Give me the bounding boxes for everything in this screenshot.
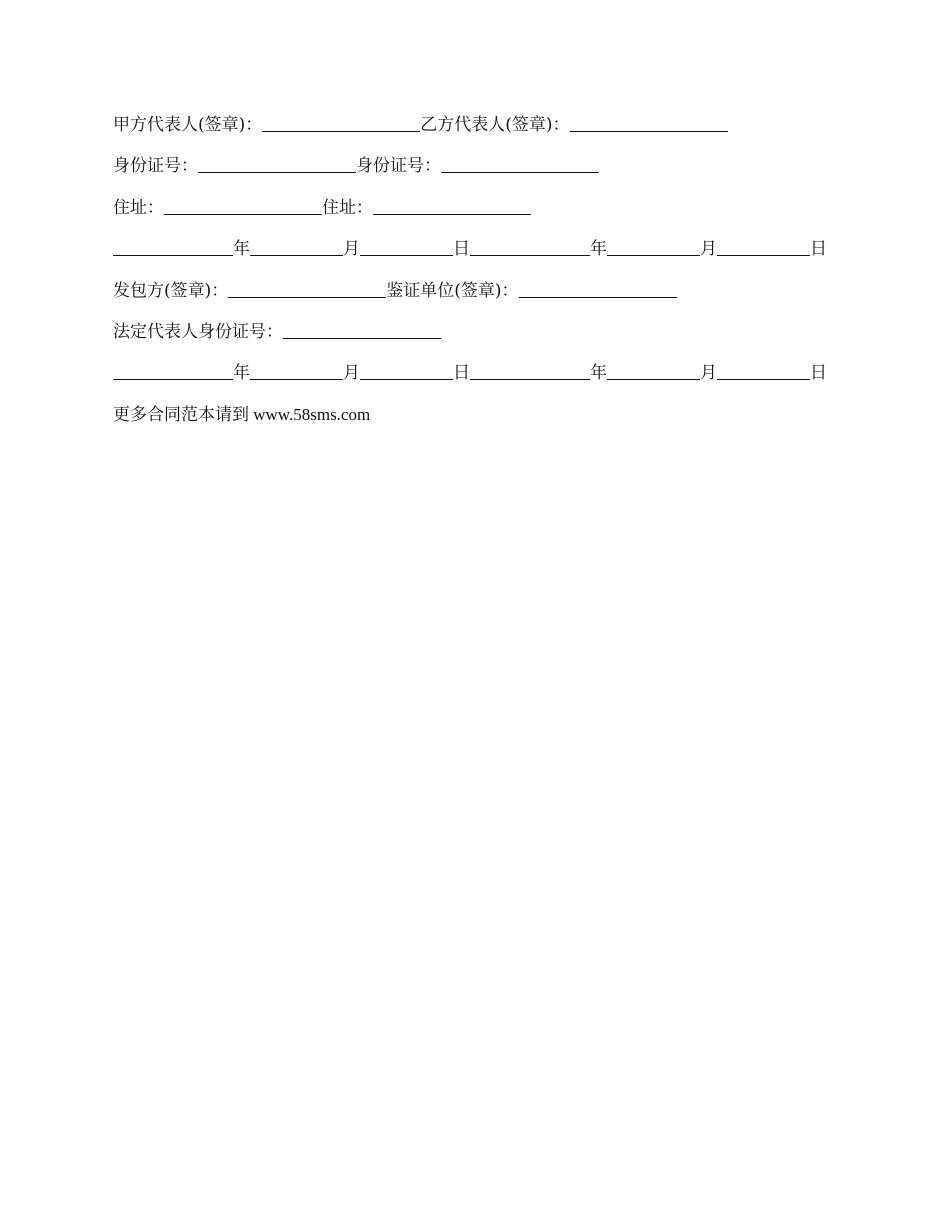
legal-representative-id-blank <box>283 318 441 339</box>
day-blank <box>717 235 810 256</box>
id-number-label-a: 身份证号： <box>113 156 198 177</box>
address-blank-b <box>373 194 531 215</box>
date-line-1 <box>113 235 853 276</box>
contractor-label: 发包方(签章)： <box>113 280 229 301</box>
legal-representative-id-label: 法定代表人身份证号： <box>113 321 283 342</box>
address-line <box>113 194 853 235</box>
month-label: 月 <box>700 363 717 384</box>
year-label: 年 <box>233 363 250 384</box>
id-number-blank-b <box>441 152 599 173</box>
month-blank <box>250 235 343 256</box>
day-blank <box>717 359 810 380</box>
footer-text: 更多合同范本请到 www.58sms.com <box>113 404 371 424</box>
year-label: 年 <box>590 239 607 260</box>
month-label: 月 <box>700 239 717 260</box>
party-a-representative-blank <box>262 111 420 132</box>
address-label-b: 住址： <box>322 197 373 218</box>
date-line-2 <box>113 359 853 400</box>
month-blank <box>607 235 700 256</box>
id-number-label-b: 身份证号： <box>356 156 441 177</box>
address-label-a: 住址： <box>113 197 164 218</box>
verifier-label: 鉴证单位(签章)： <box>386 280 519 301</box>
party-b-representative-blank <box>570 111 728 132</box>
representative-signature-line <box>113 111 853 152</box>
day-label: 日 <box>810 239 827 260</box>
day-blank <box>360 235 453 256</box>
year-label: 年 <box>590 363 607 384</box>
id-number-line <box>113 152 853 193</box>
year-blank <box>470 235 590 256</box>
contractor-blank <box>228 277 386 298</box>
address-blank-a <box>164 194 322 215</box>
party-a-representative-label: 甲方代表人(签章)： <box>113 115 263 135</box>
verifier-blank <box>519 277 677 298</box>
day-blank <box>360 359 453 380</box>
year-blank <box>113 359 233 380</box>
year-label: 年 <box>233 239 250 260</box>
signature-section <box>113 111 853 442</box>
day-label: 日 <box>453 363 470 384</box>
day-label: 日 <box>453 239 470 260</box>
contractor-signature-line <box>113 277 853 318</box>
id-number-blank-a <box>198 152 356 173</box>
day-label: 日 <box>810 363 827 384</box>
party-b-representative-label: 乙方代表人(签章)： <box>420 115 570 135</box>
footer-line <box>113 401 853 442</box>
month-label: 月 <box>343 239 360 260</box>
legal-representative-id-line <box>113 318 853 359</box>
year-blank <box>470 359 590 380</box>
month-blank <box>607 359 700 380</box>
month-blank <box>250 359 343 380</box>
month-label: 月 <box>343 363 360 384</box>
year-blank <box>113 235 233 256</box>
